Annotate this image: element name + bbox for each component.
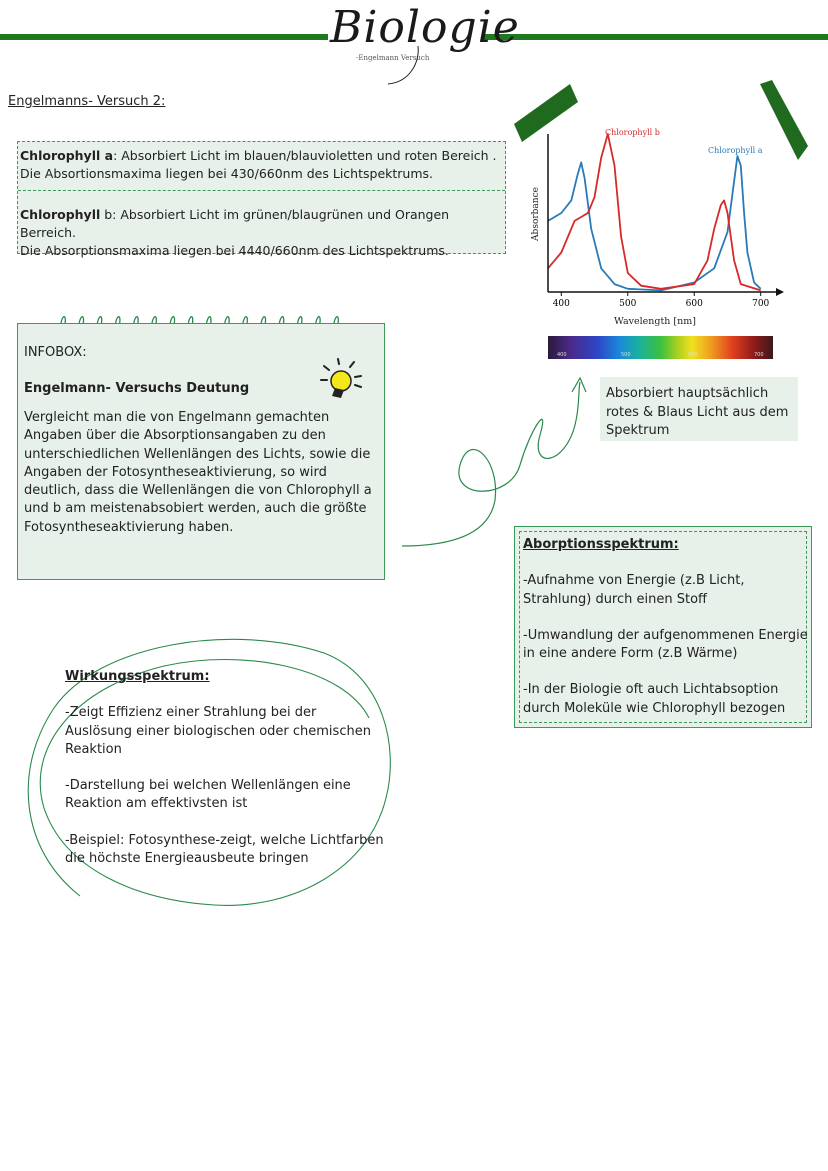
header-rule-right	[483, 34, 828, 40]
chlorophyll-a-text: Chlorophyll a: Absorbiert Licht im blauen/blauvioletten und roten Bereich . Die Absortionsmaxima liegen bei 430/660nm des Lichtspektrums.	[20, 148, 497, 181]
chlorophyll-box	[17, 141, 506, 258]
x-axis-label: Wavelength [nm]	[614, 316, 696, 327]
divider	[18, 190, 505, 191]
x-tick-label: 700	[752, 299, 770, 309]
absorptionsspektrum-title: Aborptionsspektrum:	[523, 537, 679, 552]
list-item: -Aufnahme von Energie (z.B Licht, Strahlung) durch einen Stoff	[523, 573, 745, 607]
list-item: -Darstellung bei welchen Wellenlängen eine Reaktion am effektivsten ist	[65, 778, 351, 812]
infobox-body: Vergleicht man die von Engelmann gemachten Angaben über die Absorptionsangaben zu den unterschiedlichen Wellenlängen des Lichts, sowie die Angaben der Fotosyntheseaktivierung, so wird deutlich, dass die Wellenlängen die von Chlorophyll a und b am meistenabsobiert werden, auch die größte Fotosyntheseaktivierung haben.	[24, 410, 372, 535]
x-axis-arrow	[776, 288, 784, 296]
spectrum-label: 400	[557, 352, 567, 358]
absorptionsspektrum-box	[514, 526, 812, 728]
absorptionsspektrum-content	[523, 536, 811, 718]
x-tick-label: 600	[685, 299, 703, 309]
y-axis-label: Absorbance	[531, 187, 541, 241]
x-tick-label: 500	[619, 299, 637, 309]
chlorophyll-b-text: Chlorophyll b: Absorbiert Licht im grünen/blaugrünen und Orangen Berreich. Die Absorptionsmaxima liegen bei 4440/660nm des Lichtspektrums.	[20, 207, 450, 258]
wirkungsspektrum-section	[65, 668, 385, 868]
legend-chlorophyll-b: Chlorophyll b	[605, 128, 660, 137]
header-rule-left	[0, 34, 328, 40]
infobox-title: Engelmann- Versuchs Deutung	[24, 381, 250, 396]
wirkungsspektrum-title: Wirkungsspektrum:	[65, 669, 210, 684]
spectrum-label: 500	[621, 352, 631, 358]
lightbulb-icon	[319, 358, 367, 406]
absorb-note: Absorbiert hauptsächlich rotes & Blaus Licht aus dem Spektrum	[600, 377, 798, 441]
infobox-label: INFOBOX:	[24, 345, 87, 360]
page-title: Biologie	[330, 2, 520, 53]
visible-spectrum-bar	[548, 336, 773, 359]
legend-chlorophyll-a: Chlorophyll a	[708, 146, 763, 155]
chlorophyll-a-label: Chlorophyll a	[20, 148, 114, 163]
absorption-chart	[528, 124, 786, 332]
page-subtitle: -Engelmann Versuch	[356, 54, 430, 62]
chlorophyll-b-label: Chlorophyll	[20, 207, 101, 222]
spectrum-label: 700	[754, 352, 764, 358]
list-item: -Beispiel: Fotosynthese-zeigt, welche Lichtfarben die höchste Energieausbeute bringen	[65, 832, 384, 867]
series-line-chlorophyll-b	[548, 134, 761, 290]
list-item: -Zeigt Effizienz einer Strahlung bei der Auslösung einer biologischen oder chemischen Reaktion	[65, 705, 371, 757]
x-tick-label: 400	[552, 299, 570, 309]
spectrum-label: 600	[688, 352, 698, 358]
section-heading: Engelmanns- Versuch 2:	[8, 94, 166, 109]
list-item: -Umwandlung der aufgenommenen Energie in eine andere Form (z.B Wärme)	[523, 627, 808, 662]
infobox	[17, 323, 385, 580]
title-flourish	[380, 42, 440, 90]
list-item: -In der Biologie oft auch Lichtabsoption durch Moleküle wie Chlorophyll bezogen	[523, 682, 786, 716]
